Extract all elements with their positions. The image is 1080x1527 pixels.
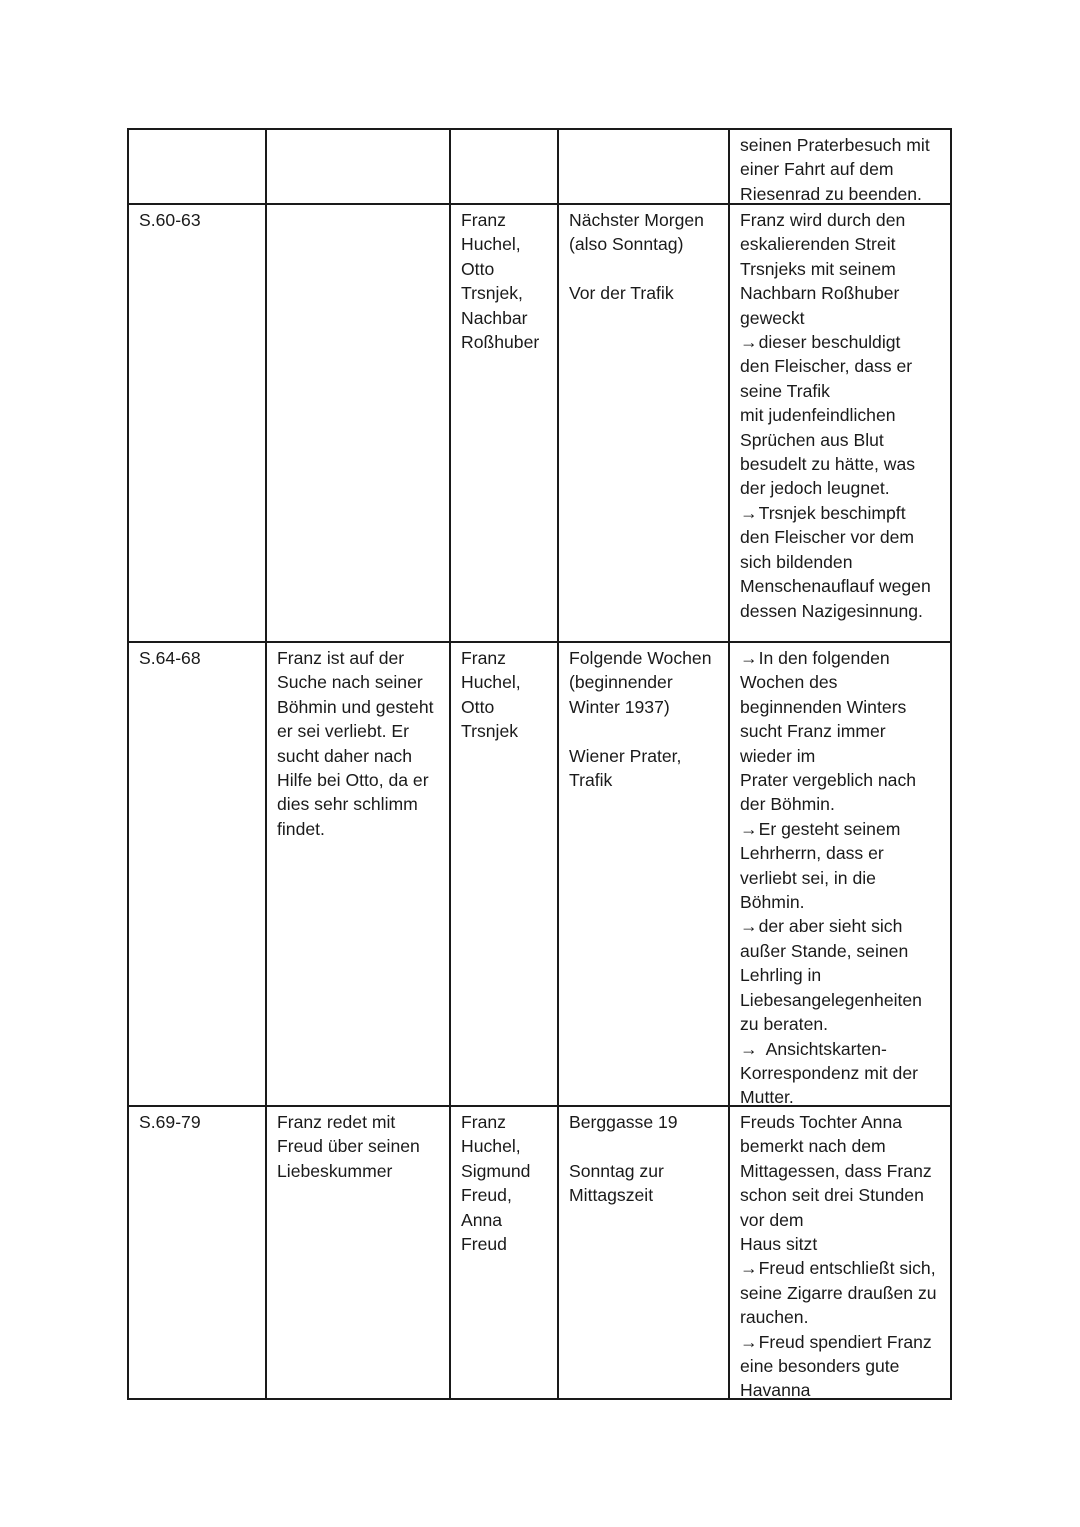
summary-line: Liebeskummer: [277, 1160, 393, 1181]
time-place-cell: [558, 129, 729, 204]
content-text: Ansichtskarten-: [765, 1038, 887, 1059]
content-line: [740, 599, 941, 623]
content-text: In den folgenden: [758, 648, 890, 668]
time-place-line: (also Sonntag): [569, 234, 684, 255]
persons-line: Trsnjek,: [461, 283, 523, 304]
content-text: Böhmin.: [740, 892, 805, 913]
page-range: S.60-63: [139, 210, 201, 230]
content-text: bemerkt nach dem: [740, 1136, 886, 1157]
arrow-right-icon: →: [740, 818, 758, 839]
content-line: [740, 719, 941, 743]
content-cell: [729, 204, 951, 642]
content-line: [740, 1281, 941, 1305]
arrow-right-icon: →: [740, 502, 758, 523]
persons-line: Anna: [461, 1209, 503, 1230]
content-text: wieder im: [740, 745, 816, 766]
content-line: [740, 428, 941, 452]
content-text: sucht Franz immer: [740, 721, 886, 742]
content-line: [740, 914, 941, 938]
content-text: Liebesangelegenheiten: [740, 989, 922, 1010]
content-line: [740, 208, 941, 232]
content-line: [740, 379, 941, 403]
content-line: [740, 768, 941, 792]
content-line: [740, 1330, 941, 1354]
content-text: Menschenauflauf wegen: [740, 576, 931, 597]
summary-cell: [266, 642, 450, 1106]
content-text: dieser beschuldigt: [758, 332, 901, 353]
content-text: sich bildenden: [740, 551, 853, 572]
content-text: eine besonders gute: [740, 1356, 900, 1377]
content-text: Sprüchen aus Blut: [740, 429, 884, 450]
content-text: beginnenden Winters: [740, 696, 907, 717]
page-range: S.69-79: [139, 1112, 201, 1132]
summary-line: sucht daher nach: [277, 745, 412, 766]
summary-line: dies sehr schlimm: [277, 794, 418, 815]
arrow-right-icon: →: [740, 332, 758, 353]
content-text: schon seit drei Stunden: [740, 1185, 924, 1206]
content-text: der aber sieht sich: [758, 916, 903, 937]
content-line: [740, 550, 941, 574]
persons-line: Huchel,: [461, 1136, 521, 1157]
content-line: [740, 476, 941, 500]
persons-line: Freud: [461, 1234, 507, 1255]
time-place-cell: [558, 642, 729, 1106]
page-cell: [128, 204, 266, 642]
content-line: [740, 988, 941, 1012]
content-text: besudelt zu hätte, was: [740, 454, 916, 475]
time-place-line: Wiener Prater,: [569, 745, 682, 766]
persons-line: Freud,: [461, 1185, 512, 1206]
content-line: [740, 182, 941, 203]
content-text: der jedoch leugnet.: [740, 478, 890, 499]
persons-line: Huchel,: [461, 672, 521, 693]
content-line: [740, 157, 941, 181]
persons-line: Nachbar: [461, 307, 528, 328]
content-cell: [729, 129, 951, 204]
persons-line: Otto: [461, 696, 495, 717]
persons-line: Franz: [461, 648, 506, 668]
arrow-right-icon: →: [740, 1038, 758, 1059]
time-place-line: (beginnender: [569, 672, 673, 693]
arrow-right-icon: →: [740, 648, 758, 668]
content-text: dessen Nazigesinnung.: [740, 600, 923, 621]
page-cell: [128, 1106, 266, 1399]
content-line: [740, 574, 941, 598]
content-line: [740, 452, 941, 476]
summary-line: Suche nach seiner: [277, 672, 423, 693]
time-place-line: Berggasse 19: [569, 1112, 678, 1132]
content-line: [740, 1159, 941, 1183]
content-line: [740, 1134, 941, 1158]
content-text: Er gesteht seinem: [758, 818, 901, 839]
arrow-right-icon: →: [740, 1258, 758, 1279]
content-line: [740, 939, 941, 963]
content-text: Trsnjeks mit seinem: [740, 258, 896, 279]
table-row: [128, 1106, 951, 1399]
content-line: [740, 133, 941, 157]
content-text: Freuds Tochter Anna: [740, 1112, 903, 1132]
summary-line: Franz redet mit: [277, 1112, 396, 1132]
arrow-right-icon: →: [740, 1331, 758, 1352]
content-text: Riesenrad zu beenden.: [740, 183, 922, 203]
time-place-line: Winter 1937): [569, 696, 670, 717]
content-text: vor dem: [740, 1209, 804, 1230]
content-line: [740, 841, 941, 865]
table-row: [128, 642, 951, 1106]
content-line: [740, 792, 941, 816]
content-line: [740, 744, 941, 768]
content-text: der Böhmin.: [740, 794, 835, 815]
content-line: [740, 1305, 941, 1329]
content-line: [740, 1012, 941, 1036]
time-place-line: Vor der Trafik: [569, 283, 674, 304]
time-place-line: Folgende Wochen: [569, 648, 712, 668]
content-line: [740, 1085, 941, 1105]
content-line: [740, 403, 941, 427]
chapter-table: [127, 128, 952, 1400]
persons-line: Otto: [461, 258, 495, 279]
content-cell: [729, 642, 951, 1106]
content-line: [740, 501, 941, 525]
content-text: geweckt: [740, 307, 805, 328]
table-row: [128, 129, 951, 204]
content-text: Lehrling in: [740, 965, 822, 986]
content-text: außer Stande, seinen: [740, 940, 909, 961]
persons-line: Franz: [461, 210, 506, 230]
content-cell: [729, 1106, 951, 1399]
content-text: rauchen.: [740, 1307, 809, 1328]
persons-cell: [450, 204, 558, 642]
content-text: Trsnjek beschimpft: [758, 502, 906, 523]
content-line: [740, 306, 941, 330]
persons-line: Roßhuber: [461, 332, 540, 353]
content-line: [740, 1378, 941, 1398]
summary-line: findet.: [277, 818, 325, 839]
page-range: S.64-68: [139, 648, 201, 668]
content-line: [740, 330, 941, 354]
content-line: [740, 963, 941, 987]
time-place-cell: [558, 1106, 729, 1399]
content-text: Prater vergeblich nach: [740, 770, 917, 791]
content-text: Mittagessen, dass Franz: [740, 1160, 932, 1181]
content-line: [740, 646, 941, 670]
summary-cell: [266, 129, 450, 204]
content-line: [740, 1037, 941, 1061]
content-text: den Fleischer, dass er: [740, 356, 913, 377]
content-line: [740, 1183, 941, 1207]
time-place-line: Sonntag zur: [569, 1160, 664, 1181]
content-line: [740, 695, 941, 719]
content-line: [740, 866, 941, 890]
content-line: [740, 354, 941, 378]
content-text: seine Zigarre draußen zu: [740, 1282, 937, 1303]
content-text: Haus sitzt: [740, 1234, 818, 1255]
summary-cell: [266, 204, 450, 642]
content-text: seinen Praterbesuch mit: [740, 135, 930, 155]
content-line: [740, 257, 941, 281]
content-text: Mutter.: [740, 1087, 794, 1105]
content-line: [740, 281, 941, 305]
content-line: [740, 1061, 941, 1085]
summary-line: er sei verliebt. Er: [277, 721, 409, 742]
persons-cell: [450, 642, 558, 1106]
content-text: einer Fahrt auf dem: [740, 159, 894, 180]
summary-line: Freud über seinen: [277, 1136, 420, 1157]
persons-line: Sigmund: [461, 1160, 531, 1181]
content-line: [740, 1256, 941, 1280]
content-line: [740, 1354, 941, 1378]
summary-line: Hilfe bei Otto, da er: [277, 770, 429, 791]
persons-line: Franz: [461, 1112, 506, 1132]
content-line: [740, 1208, 941, 1232]
persons-line: Trsnjek: [461, 721, 519, 742]
summary-line: Franz ist auf der: [277, 648, 405, 668]
content-text: Wochen des: [740, 672, 838, 693]
content-text: zu beraten.: [740, 1014, 829, 1035]
content-line: [740, 232, 941, 256]
content-text: Havanna: [740, 1380, 811, 1398]
page-cell: [128, 642, 266, 1106]
content-line: [740, 1232, 941, 1256]
content-text: Freud spendiert Franz: [758, 1331, 932, 1352]
content-text: Lehrherrn, dass er: [740, 843, 884, 864]
content-text: Freud entschließt sich,: [758, 1258, 936, 1279]
summary-line: Böhmin und gesteht: [277, 696, 434, 717]
content-text: seine Trafik: [740, 380, 830, 401]
time-place-line: Trafik: [569, 770, 613, 791]
content-text: eskalierenden Streit: [740, 234, 896, 255]
time-place-line: Nächster Morgen: [569, 210, 704, 230]
content-text: Franz wird durch den: [740, 210, 906, 230]
persons-cell: [450, 129, 558, 204]
arrow-right-icon: →: [740, 916, 758, 937]
content-line: [740, 817, 941, 841]
content-line: [740, 525, 941, 549]
content-text: mit judenfeindlichen: [740, 405, 896, 426]
time-place-cell: [558, 204, 729, 642]
time-place-line: Mittagszeit: [569, 1185, 654, 1206]
persons-cell: [450, 1106, 558, 1399]
page-cell: [128, 129, 266, 204]
table-row: [128, 204, 951, 642]
content-text: den Fleischer vor dem: [740, 527, 915, 548]
content-line: [740, 890, 941, 914]
content-line: [740, 670, 941, 694]
content-text: Korrespondenz mit der: [740, 1062, 918, 1083]
summary-cell: [266, 1106, 450, 1399]
content-text: Nachbarn Roßhuber: [740, 283, 900, 304]
content-text: verliebt sei, in die: [740, 867, 876, 888]
content-line: [740, 1110, 941, 1134]
persons-line: Huchel,: [461, 234, 521, 255]
